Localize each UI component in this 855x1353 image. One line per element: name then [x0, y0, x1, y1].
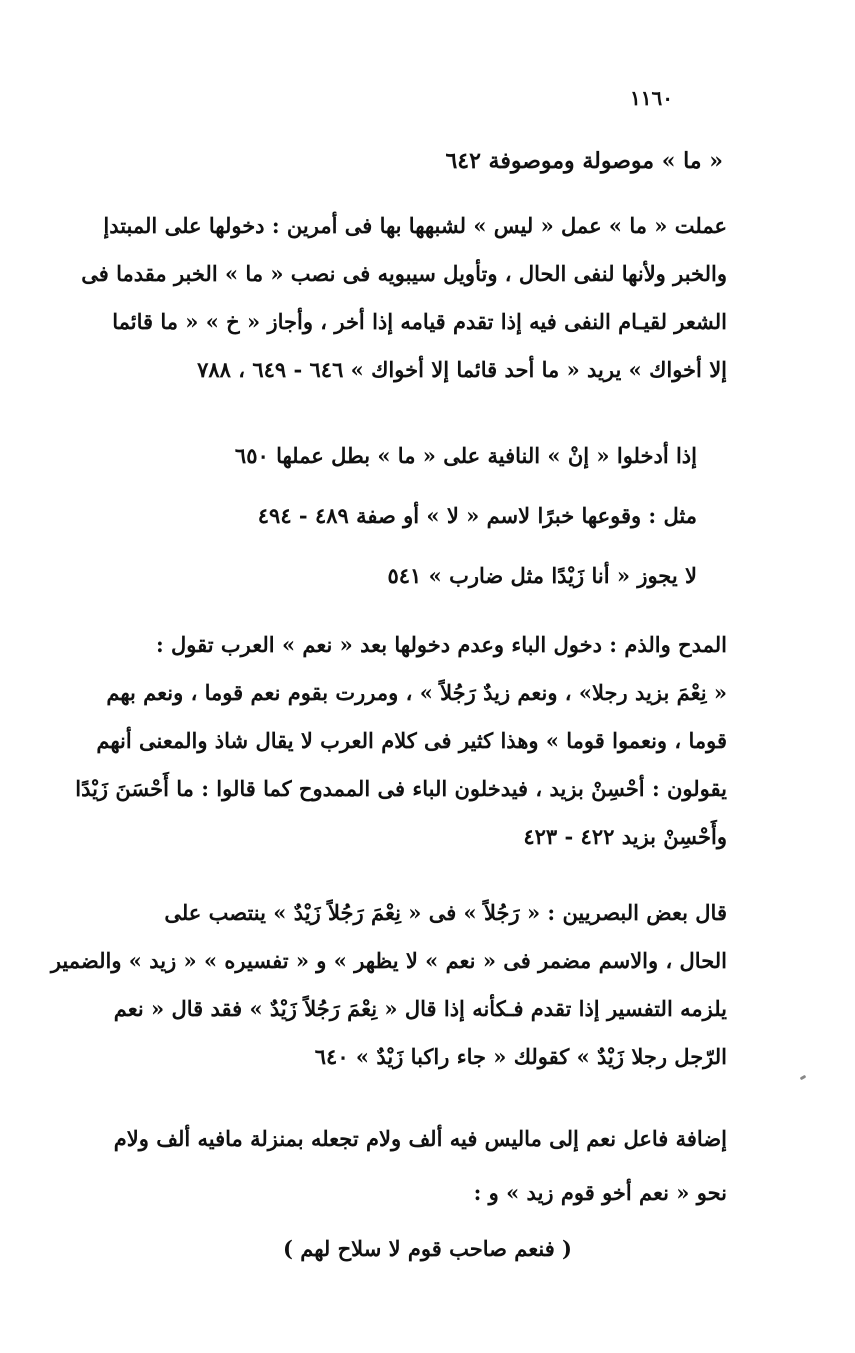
- paragraph-3-line-1: قال بعض البصريين : « رَجُلاً » فى « نِعْمَ رَجُلاً زَيْدٌ » ينتصب على: [164, 900, 727, 925]
- paragraph-2-line-5: وأَحْسِنْ بزيد ٤٢٢ - ٤٢٣: [523, 824, 727, 849]
- paragraph-2-line-4: يقولون : أحْسِنْ بزيد ، فيدخلون الباء فى الممدوح كما قالوا : ما أَحْسَنَ زَيْدًا: [75, 776, 727, 801]
- paragraph-3-line-2: الحال ، والاسم مضمر فى « نعم » لا يظهر » و « تفسيره » « زيد » والضمير: [50, 948, 727, 973]
- verse-line: ( فنعم صاحب قوم لا سلاح لهم ): [283, 1236, 572, 1261]
- entry-line-2: مثل : وقوعها خبرًا لاسم « لا » أو صفة ٤٨٩ - ٤٩٤: [257, 503, 697, 528]
- paragraph-1-line-1: عملت « ما » عمل « ليس » لشبهها بها فى أمرين : دخولها على المبتدإ: [103, 213, 727, 238]
- paragraph-1-line-3: الشعر لقيـام النفى فيه إذا تقدم قيامه إذا أخر ، وأجاز « خ » « ما قائما: [112, 309, 727, 334]
- paragraph-4-line-2: نحو « نعم أخو قوم زيد » و :: [473, 1180, 727, 1205]
- paragraph-2-line-2: « نِعْمَ بزيد رجلا» ، ونعم زيدٌ رَجُلاً » ، ومررت بقوم نعم قوما ، ونعم بهم: [106, 680, 727, 705]
- paragraph-1-line-2: والخبر ولأنها لنفى الحال ، وتأويل سيبويه فى نصب « ما » الخبر مقدما فى: [81, 261, 727, 286]
- paragraph-3-line-3: يلزمه التفسير إذا تقدم فـكأنه إذا قال « نِعْمَ رَجُلاً زَيْدٌ » فقد قال « نعم: [113, 996, 727, 1021]
- entry-line-3: لا يجوز « أنا زَيْدًا مثل ضارب » ٥٤١: [387, 563, 697, 588]
- margin-speck: [800, 1075, 807, 1081]
- paragraph-4-line-1: إضافة فاعل نعم إلى ماليس فيه ألف ولام تجعله بمنزلة مافيه ألف ولام: [113, 1126, 727, 1151]
- section-heading: « ما » موصولة وموصوفة ٦٤٢: [445, 148, 723, 174]
- paragraph-1-line-4: إلا أخواك » يريد « ما أحد قائما إلا أخواك » ٦٤٦ - ٦٤٩ ، ٧٨٨: [197, 357, 727, 382]
- page-number: ١١٦٠: [630, 86, 673, 110]
- paragraph-2-line-1: المدح والذم : دخول الباء وعدم دخولها بعد « نعم » العرب تقول :: [155, 632, 727, 657]
- paragraph-2-line-3: قوما ، ونعموا قوما » وهذا كثير فى كلام العرب لا يقال شاذ والمعنى أنهم: [96, 728, 727, 753]
- paragraph-3-line-4: الرّجل رجلا زَيْدٌ » كقولك « جاء راكبا زَيْدٌ » ٦٤٠: [314, 1044, 727, 1069]
- entry-line-1: إذا أدخلوا « إنْ » النافية على « ما » بطل عملها ٦٥٠: [234, 443, 697, 468]
